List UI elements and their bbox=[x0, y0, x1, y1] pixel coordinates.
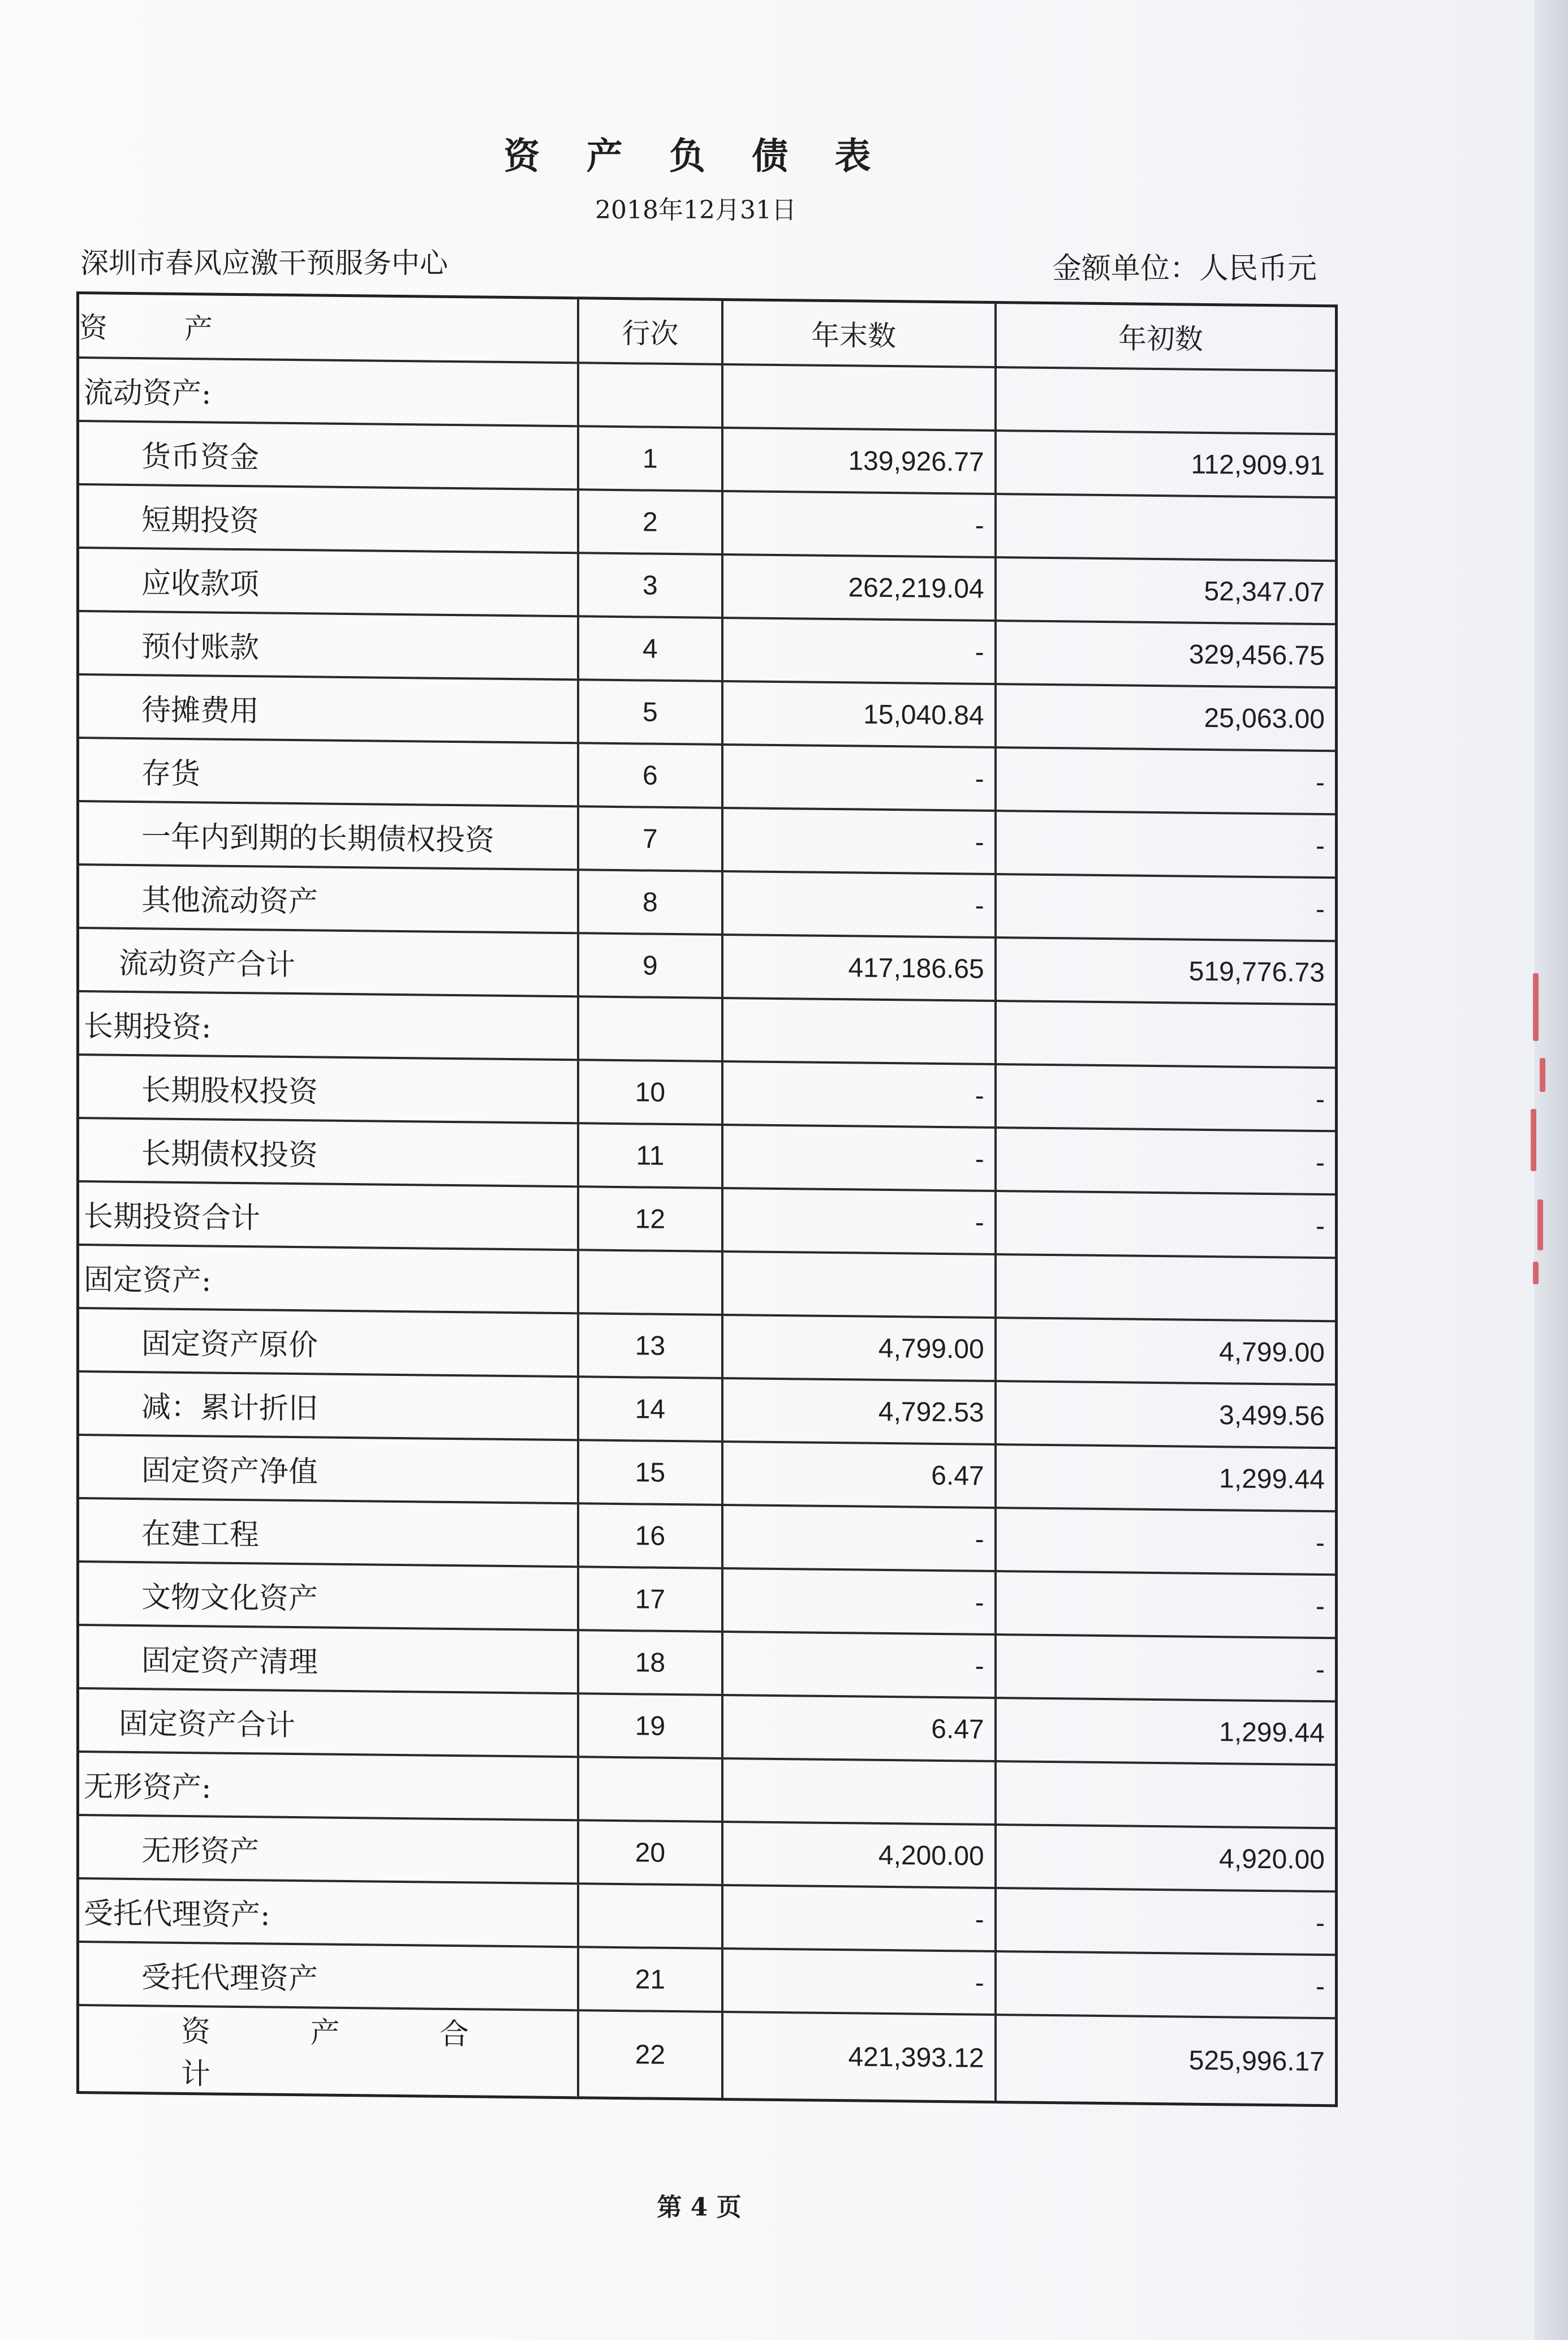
row-line-number: 9 bbox=[578, 933, 722, 998]
report-title: 资 产 负 债 表 bbox=[503, 135, 888, 178]
row-year-begin-value: 519,776.73 bbox=[996, 937, 1337, 1004]
row-item-label: 受托代理资产: bbox=[78, 1878, 579, 1947]
row-line-number: 22 bbox=[578, 2010, 722, 2099]
row-year-end-value bbox=[722, 1758, 996, 1825]
row-item-label: 固定资产合计 bbox=[78, 1688, 579, 1757]
row-year-begin-value bbox=[996, 1761, 1337, 1828]
row-item-label: 减：累计折旧 bbox=[78, 1371, 579, 1440]
row-line-number: 14 bbox=[578, 1377, 722, 1442]
row-line-number: 8 bbox=[578, 870, 722, 935]
row-year-end-value: - bbox=[722, 1188, 996, 1254]
row-year-end-value: 139,926.77 bbox=[722, 428, 996, 494]
row-line-number bbox=[578, 1250, 722, 1315]
row-line-number: 21 bbox=[578, 1947, 722, 2012]
row-item-label: 固定资产: bbox=[78, 1245, 579, 1313]
row-year-end-value: - bbox=[722, 1885, 996, 1951]
row-year-begin-value: 4,799.00 bbox=[996, 1318, 1337, 1384]
row-year-begin-value bbox=[996, 1254, 1337, 1321]
row-line-number: 15 bbox=[578, 1440, 722, 1505]
row-year-begin-value: - bbox=[996, 1634, 1337, 1701]
row-item-label: 长期股权投资 bbox=[78, 1055, 579, 1123]
row-year-begin-value: 3,499.56 bbox=[996, 1381, 1337, 1448]
row-line-number: 16 bbox=[578, 1503, 722, 1568]
row-line-number: 20 bbox=[578, 1820, 722, 1885]
row-line-number bbox=[578, 1757, 722, 1822]
row-year-end-value: - bbox=[722, 1125, 996, 1191]
row-line-number: 2 bbox=[578, 489, 722, 554]
row-item-label: 资 产 合 计 bbox=[78, 2005, 579, 2098]
row-year-begin-value: 329,456.75 bbox=[996, 621, 1337, 687]
row-item-label: 长期投资合计 bbox=[78, 1181, 579, 1250]
row-line-number: 3 bbox=[578, 553, 722, 618]
row-line-number bbox=[578, 1883, 722, 1948]
row-year-end-value: - bbox=[722, 1948, 996, 2015]
row-line-number: 5 bbox=[578, 679, 722, 745]
row-year-end-value: 421,393.12 bbox=[722, 2012, 996, 2102]
row-year-begin-value: - bbox=[996, 811, 1337, 878]
row-item-label: 长期债权投资 bbox=[78, 1118, 579, 1186]
row-year-begin-value: - bbox=[996, 1508, 1337, 1575]
row-year-begin-value: - bbox=[996, 1571, 1337, 1638]
row-year-end-value: 6.47 bbox=[722, 1442, 996, 1508]
row-item-label: 文物文化资产 bbox=[78, 1562, 579, 1630]
row-line-number: 10 bbox=[578, 1060, 722, 1125]
report-date: 2018年12月31日 bbox=[595, 196, 796, 225]
header-year-end: 年末数 bbox=[722, 299, 996, 367]
row-year-end-value: 15,040.84 bbox=[722, 681, 996, 747]
row-line-number bbox=[578, 996, 722, 1061]
row-line-number: 4 bbox=[578, 616, 722, 681]
row-year-begin-value: 1,299.44 bbox=[996, 1444, 1337, 1511]
row-year-begin-value bbox=[996, 367, 1337, 434]
organization-name: 深圳市春风应激干预服务中心 bbox=[80, 247, 448, 279]
row-item-label: 货币资金 bbox=[78, 421, 579, 489]
row-year-end-value: 4,792.53 bbox=[722, 1378, 996, 1444]
row-year-end-value: 6.47 bbox=[722, 1695, 996, 1761]
row-year-end-value bbox=[722, 1251, 996, 1318]
row-item-label: 受托代理资产 bbox=[78, 1942, 579, 2010]
row-item-label: 固定资产净值 bbox=[78, 1435, 579, 1503]
row-year-begin-value bbox=[996, 494, 1337, 561]
row-year-begin-value: 25,063.00 bbox=[996, 684, 1337, 751]
header-line-no: 行次 bbox=[578, 298, 722, 364]
row-year-end-value: - bbox=[722, 808, 996, 874]
row-year-end-value: 262,219.04 bbox=[722, 554, 996, 621]
row-year-end-value: - bbox=[722, 618, 996, 684]
row-year-end-value: - bbox=[722, 1505, 996, 1571]
row-line-number: 13 bbox=[578, 1313, 722, 1378]
row-year-begin-value: 1,299.44 bbox=[996, 1698, 1337, 1765]
red-stamp-mark bbox=[1527, 973, 1550, 1290]
row-item-label: 流动资产: bbox=[78, 358, 579, 426]
row-year-begin-value: - bbox=[996, 1951, 1337, 2018]
row-line-number: 11 bbox=[578, 1123, 722, 1188]
row-year-end-value: - bbox=[722, 1061, 996, 1128]
row-line-number: 17 bbox=[578, 1567, 722, 1632]
row-item-label: 固定资产清理 bbox=[78, 1625, 579, 1693]
row-year-end-value: 417,186.65 bbox=[722, 935, 996, 1001]
row-item-label: 在建工程 bbox=[78, 1498, 579, 1567]
row-year-begin-value: 525,996.17 bbox=[996, 2015, 1337, 2106]
row-item-label: 流动资产合计 bbox=[78, 928, 579, 996]
row-line-number: 18 bbox=[578, 1630, 722, 1695]
row-item-label: 固定资产原价 bbox=[78, 1308, 579, 1377]
row-year-begin-value: - bbox=[996, 1191, 1337, 1258]
row-year-end-value: 4,200.00 bbox=[722, 1822, 996, 1888]
row-year-end-value: 4,799.00 bbox=[722, 1315, 996, 1381]
row-year-begin-value: 112,909.91 bbox=[996, 431, 1337, 497]
row-item-label: 短期投资 bbox=[78, 484, 579, 553]
row-year-begin-value bbox=[996, 1001, 1337, 1068]
row-line-number: 12 bbox=[578, 1186, 722, 1251]
row-year-end-value: - bbox=[722, 1632, 996, 1698]
header-year-begin: 年初数 bbox=[996, 303, 1337, 371]
row-item-label: 一年内到期的长期债权投资 bbox=[78, 801, 579, 870]
row-item-label: 无形资产: bbox=[78, 1752, 579, 1820]
row-year-begin-value: 52,347.07 bbox=[996, 557, 1337, 624]
row-line-number: 1 bbox=[578, 426, 722, 491]
row-year-end-value: - bbox=[722, 871, 996, 937]
row-item-label: 存货 bbox=[78, 738, 579, 806]
row-year-begin-value: - bbox=[996, 874, 1337, 941]
row-item-label: 待摊费用 bbox=[78, 674, 579, 743]
row-item-label: 无形资产 bbox=[78, 1815, 579, 1883]
row-item-label: 预付账款 bbox=[78, 611, 579, 679]
row-year-end-value: - bbox=[722, 745, 996, 811]
row-line-number bbox=[578, 363, 722, 428]
currency-unit: 金额单位：人民币元 bbox=[1052, 252, 1317, 286]
row-year-begin-value: - bbox=[996, 747, 1337, 814]
balance-sheet-table bbox=[76, 291, 1338, 2107]
row-year-end-value: - bbox=[722, 1568, 996, 1634]
row-item-label: 应收款项 bbox=[78, 548, 579, 616]
page-number: 第 4 页 bbox=[657, 2193, 742, 2222]
row-line-number: 6 bbox=[578, 743, 722, 808]
row-year-begin-value: 4,920.00 bbox=[996, 1825, 1337, 1891]
row-year-end-value: - bbox=[722, 491, 996, 557]
row-year-begin-value: - bbox=[996, 1128, 1337, 1194]
row-year-end-value bbox=[722, 364, 996, 431]
table-row bbox=[78, 2005, 1337, 2106]
row-year-end-value bbox=[722, 998, 996, 1064]
row-year-begin-value: - bbox=[996, 1064, 1337, 1131]
row-item-label: 其他流动资产 bbox=[78, 864, 579, 933]
row-line-number: 19 bbox=[578, 1693, 722, 1758]
header-item: 资 产 bbox=[78, 293, 579, 363]
row-year-begin-value: - bbox=[996, 1888, 1337, 1955]
row-line-number: 7 bbox=[578, 806, 722, 871]
row-item-label: 长期投资: bbox=[78, 991, 579, 1060]
